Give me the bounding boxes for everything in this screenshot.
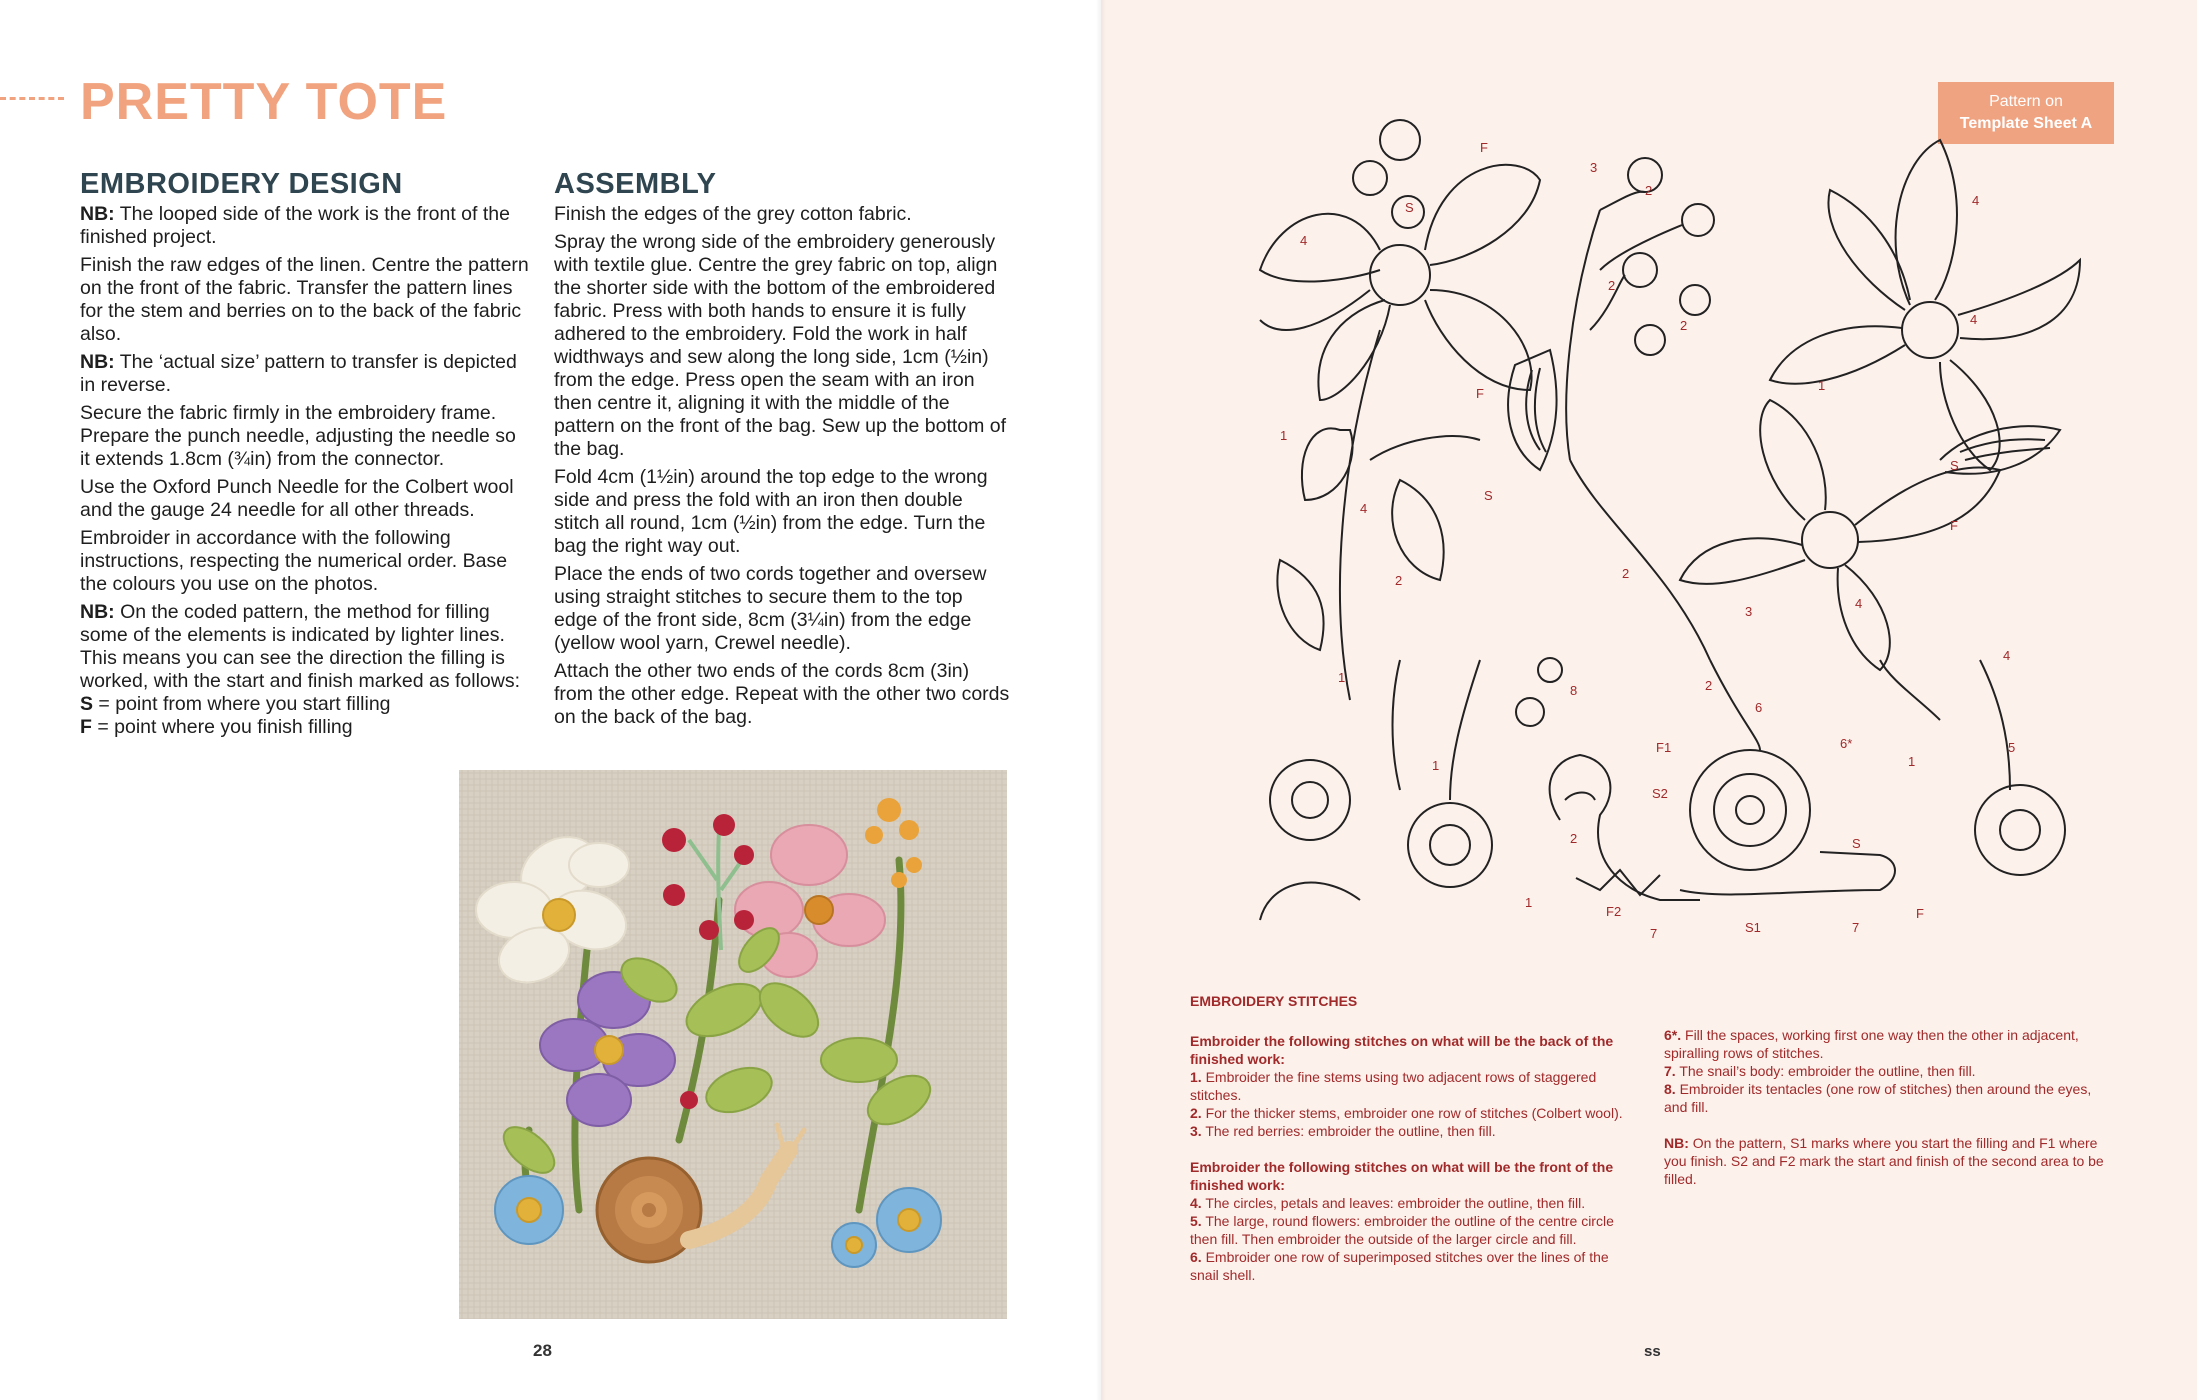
tab-line-2: Template Sheet A bbox=[1959, 115, 2093, 132]
label-3-top: 3 bbox=[1590, 160, 1598, 175]
embroidery-illustration bbox=[459, 770, 1007, 1319]
step-6: 6. Embroider one row of superimposed stitches over the lines of the snail shell. bbox=[1190, 1249, 1609, 1283]
label-2-a: 2 bbox=[1645, 183, 1653, 198]
embroidery-design-heading: EMBROIDERY DESIGN bbox=[80, 168, 403, 200]
finish-edges-paragraph: Finish the raw edges of the linen. Centre the pattern on the front of the fabric. Transfer the pattern lines for the stem and berries on to the back of the fabric also. bbox=[80, 254, 529, 345]
label-4-d: 4 bbox=[1855, 596, 1863, 611]
label-F1: F1 bbox=[1656, 740, 1672, 755]
step-3: 3. The red berries: embroider the outline, then fill. bbox=[1190, 1123, 1496, 1139]
label-4-bottom-right: 4 bbox=[2003, 648, 2011, 663]
label-2-d: 2 bbox=[1622, 566, 1630, 581]
label-S1: S1 bbox=[1745, 920, 1761, 935]
label-4-right: 4 bbox=[1970, 312, 1978, 327]
label-2-b: 2 bbox=[1608, 278, 1616, 293]
page-gutter bbox=[1096, 0, 1106, 1400]
stitches-column-2 bbox=[1664, 1026, 2110, 1188]
step-2: 2. For the thicker stems, embroider one row of stitches (Colbert wool). bbox=[1190, 1105, 1623, 1121]
label-1-left: 1 bbox=[1280, 428, 1288, 443]
stitches-heading: EMBROIDERY STITCHES bbox=[1190, 993, 1358, 1009]
stitches-column-1 bbox=[1190, 992, 1636, 1284]
label-2-e: 2 bbox=[1705, 678, 1713, 693]
title-dash-rule bbox=[0, 97, 64, 100]
assembly-column bbox=[554, 168, 1010, 734]
label-F2: F2 bbox=[1606, 904, 1622, 919]
secure-fabric-paragraph: Secure the fabric firmly in the embroidery frame. Prepare the punch needle, adjusting the needle so it extends 1.8cm (¾in) from the connector. bbox=[80, 402, 516, 470]
needle-paragraph: Use the Oxford Punch Needle for the Colbert wool and the gauge 24 needle for all other threads. bbox=[80, 476, 514, 521]
label-7-b: 7 bbox=[1852, 920, 1860, 935]
assembly-p5: Attach the other two ends of the cords 8cm (3in) from the other edge. Repeat with the other two cords on the back of the bag. bbox=[554, 660, 1010, 728]
step-8: 8. Embroider its tentacles (one row of stitches) then around the eyes, and fill. bbox=[1664, 1081, 2092, 1115]
step-4: 4. The circles, petals and leaves: embroider the outline, then fill. bbox=[1190, 1195, 1586, 1211]
label-6: 6 bbox=[1755, 700, 1763, 715]
step-1: 1. Embroider the fine stems using two adjacent rows of staggered stitches. bbox=[1190, 1069, 1597, 1103]
label-F-top: F bbox=[1480, 140, 1488, 155]
label-5: 5 bbox=[2008, 740, 2016, 755]
label-4-mid: 4 bbox=[1360, 501, 1368, 516]
assembly-p1: Finish the edges of the grey cotton fabric. bbox=[554, 203, 912, 225]
label-F-leaf: F bbox=[1476, 386, 1484, 401]
page-title: PRETTY TOTE bbox=[80, 73, 448, 131]
label-1-right: 1 bbox=[1818, 378, 1826, 393]
label-1-e: 1 bbox=[1908, 754, 1916, 769]
label-S-right: S bbox=[1950, 458, 1959, 473]
page-number-left: 28 bbox=[533, 1341, 552, 1360]
embroidery-photo bbox=[459, 770, 1007, 1319]
label-3-mid: 3 bbox=[1745, 604, 1753, 619]
label-2-c: 2 bbox=[1680, 318, 1688, 333]
embroidery-design-column bbox=[80, 168, 530, 744]
assembly-p3: Fold 4cm (1½in) around the top edge to the wrong side and press the fold with an iron then double stitch all round, 1cm (½in) from the edge. Turn the bag the right way out. bbox=[554, 466, 988, 557]
nb-coded-pattern: NB: On the coded pattern, the method for filling some of the elements is indicated by lighter lines. This means you can see the direction the filling is worked, with the start and finish marked as follows: S = point from where you start filling F = point where you finish filling bbox=[80, 601, 521, 738]
label-2-mid: 2 bbox=[1395, 573, 1403, 588]
embroider-order-paragraph: Embroider in accordance with the following instructions, respecting the numerical order. Base the colours you use on the photos. bbox=[80, 527, 508, 595]
step-6-star: 6*. Fill the spaces, working first one way then the other in adjacent, spiralling rows of stitches. bbox=[1664, 1027, 2079, 1061]
label-1-b: 1 bbox=[1338, 670, 1346, 685]
label-4-top-right: 4 bbox=[1972, 193, 1980, 208]
back-intro: Embroider the following stitches on what will be the back of the finished work: bbox=[1190, 1033, 1614, 1067]
label-2-f: 2 bbox=[1570, 831, 1578, 846]
assembly-p2: Spray the wrong side of the embroidery generously with textile glue. Centre the grey fabric on top, align the shorter side with the bottom of the embroidered fabric. Press with both hands to ensure it is fully adhered to the embroidery. Fold the work in half widthways and sew along the long side, 1cm (½in) from the edge. Press open the seam with an iron then centre it, aligning it with the middle of the pattern on the front of the bag. Sew up the bottom of the bag. bbox=[554, 231, 1007, 460]
front-intro: Embroider the following stitches on what will be the front of the finished work: bbox=[1190, 1159, 1614, 1193]
nb-looped-side: NB: The looped side of the work is the front of the finished project. bbox=[80, 203, 510, 248]
tab-line-1: Pattern on bbox=[1989, 93, 2063, 110]
label-6-star: 6* bbox=[1840, 736, 1853, 751]
step-5: 5. The large, round flowers: embroider the outline of the centre circle then fill. Then embroider the outside of the larger circle and fill. bbox=[1190, 1213, 1614, 1247]
assembly-heading: ASSEMBLY bbox=[554, 168, 717, 200]
label-1-d: 1 bbox=[1525, 895, 1533, 910]
label-4-top: 4 bbox=[1300, 233, 1308, 248]
nb-reverse: NB: The ‘actual size’ pattern to transfer is depicted in reverse. bbox=[80, 351, 517, 396]
page-number-right: ss bbox=[1644, 1343, 1661, 1360]
label-S-leaf: S bbox=[1484, 488, 1493, 503]
stitches-nb: NB: On the pattern, S1 marks where you start the filling and F1 where you finish. S2 and F2 mark the start and finish of the second area to be filled. bbox=[1664, 1135, 2104, 1187]
label-8: 8 bbox=[1570, 683, 1578, 698]
assembly-p4: Place the ends of two cords together and oversew using straight stitches to secure them to the top edge of the front side, 8cm (3¼in) from the edge (yellow wool yarn, Crewel needle). bbox=[554, 563, 987, 654]
step-7: 7. The snail’s body: embroider the outline, then fill. bbox=[1664, 1063, 1976, 1079]
label-7-a: 7 bbox=[1650, 926, 1658, 941]
embroidery-pattern-diagram bbox=[1240, 100, 2120, 950]
label-F-snail: F bbox=[1916, 906, 1924, 921]
label-S-top: S bbox=[1405, 200, 1414, 215]
label-S-snail: S bbox=[1852, 836, 1861, 851]
label-S2: S2 bbox=[1652, 786, 1668, 801]
label-1-c: 1 bbox=[1432, 758, 1440, 773]
label-F-right: F bbox=[1950, 518, 1958, 533]
